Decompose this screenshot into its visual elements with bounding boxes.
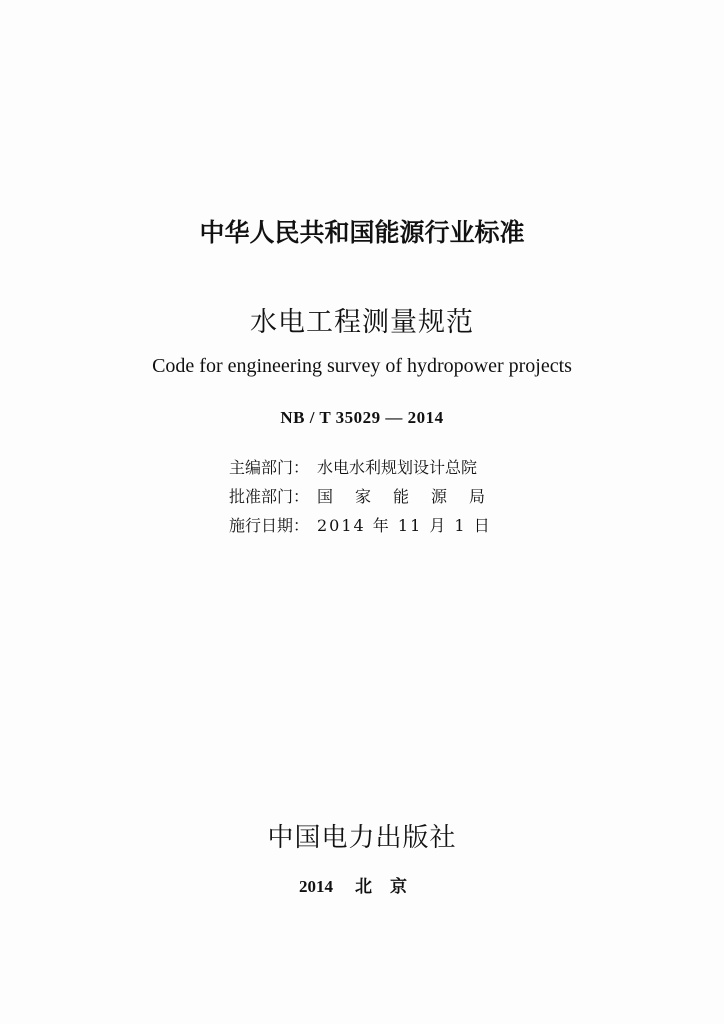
approver-row — [229, 481, 549, 510]
document-title-english: Code for engineering survey of hydropower projects — [152, 355, 572, 377]
effective-date-value: 2014 年 11 月 1 日 — [317, 516, 492, 535]
document-title-chinese: 水电工程测量规范 — [250, 307, 474, 338]
effective-date-row — [229, 510, 549, 539]
effective-date-label: 施行日期： — [229, 516, 310, 535]
standard-category: 中华人民共和国能源行业标准 — [199, 218, 525, 247]
publisher-name: 中国电力出版社 — [267, 823, 457, 853]
approver-label: 批准部门： — [229, 487, 310, 506]
compiler-label: 主编部门： — [229, 458, 310, 477]
publication-city: 北京 — [355, 877, 425, 896]
compiler-row — [229, 452, 549, 481]
publication-metadata — [229, 452, 549, 539]
compiler-value: 水电水利规划设计总院 — [317, 458, 478, 477]
standard-number: NB / T 35029 — 2014 — [280, 408, 444, 427]
publication-place — [0, 872, 724, 897]
approver-value: 国家能源局 — [317, 487, 508, 506]
publication-year: 2014 — [299, 877, 333, 896]
